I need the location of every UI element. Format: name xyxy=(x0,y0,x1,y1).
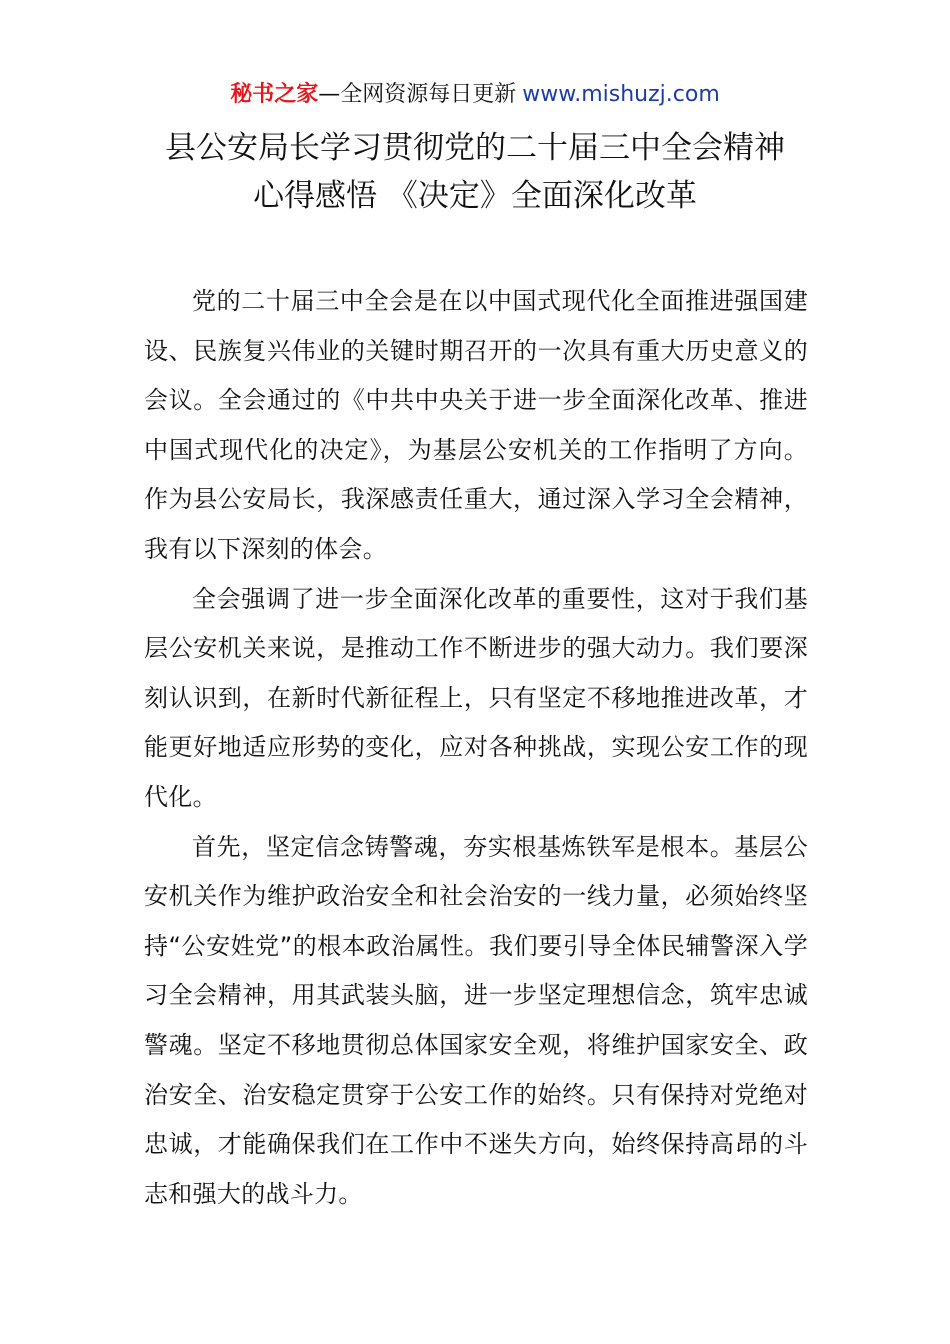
body-paragraph: 全会强调了进一步全面深化改革的重要性，这对于我们基层公安机关来说，是推动工作不断进步的强大动力。我们要深刻认识到，在新时代新征程上，只有坚定不移地推进改革，才能更好地适应形势的变化，应对各种挑战，实现公安工作的现代化。 xyxy=(144,584,808,811)
document-title-line-2: 心得感悟 《决定》全面深化改革 xyxy=(253,178,697,214)
body-paragraph: 首先，坚定信念铸警魂，夯实根基炼铁军是根本。基层公安机关作为维护政治安全和社会治安的一线力量，必须始终坚持“公安姓党”的根本政治属性。我们要引导全体民辅警深入学习全会精神，用其武装头脑，进一步坚定理想信念，筑牢忠诚警魂。坚定不移地贯彻总体国家安全观，将维护国家安全、政治安全、治安稳定贯穿于公安工作的始终。只有保持对党绝对忠诚，才能确保我们在工作中不迷失方向，始终保持高昂的斗志和强大的战斗力。 xyxy=(144,832,808,1208)
document-title-line-1: 县公安局长学习贯彻党的二十届三中全会精神 xyxy=(165,130,785,166)
document-body xyxy=(144,277,808,1219)
site-brand: 秘书之家 xyxy=(230,82,319,107)
site-slogan: —全网资源每日更新 xyxy=(318,82,517,107)
site-url-link[interactable]: www.mishuzj.com xyxy=(522,82,720,107)
site-header xyxy=(0,80,950,110)
body-paragraph: 党的二十届三中全会是在以中国式现代化全面推进强国建设、民族复兴伟业的关键时期召开的一次具有重大历史意义的会议。全会通过的《中共中央关于进一步全面深化改革、推进中国式现代化的决定》，为基层公安机关的工作指明了方向。作为县公安局长，我深感责任重大，通过深入学习全会精神，我有以下深刻的体会。 xyxy=(144,287,808,563)
